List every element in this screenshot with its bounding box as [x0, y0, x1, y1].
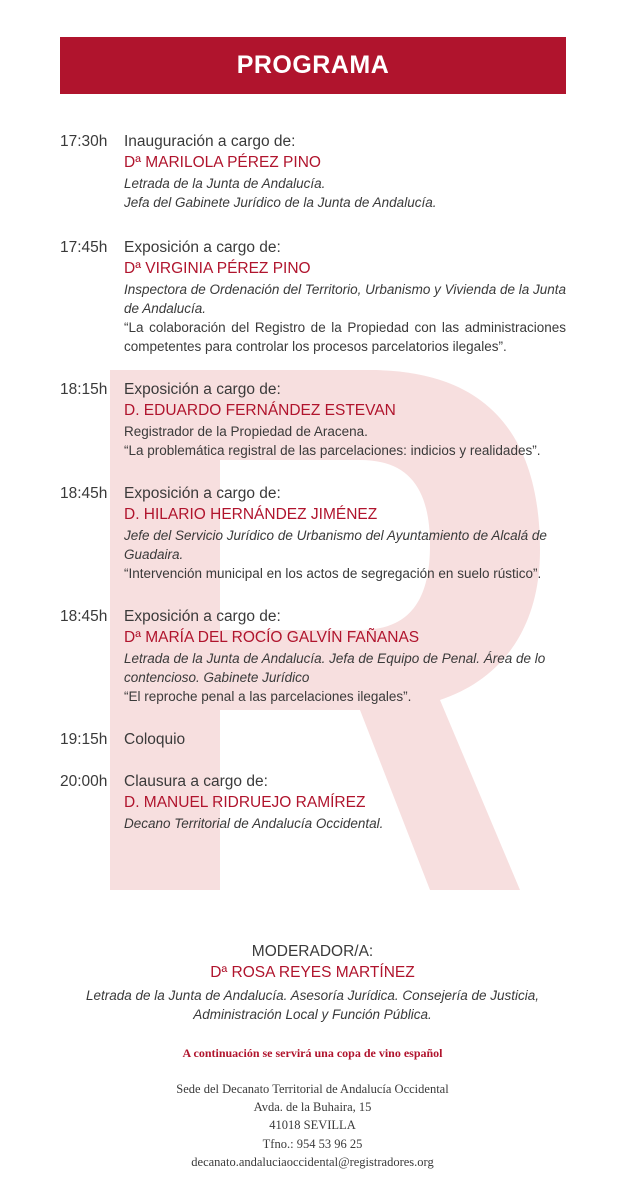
session-item [60, 380, 566, 460]
program-header [60, 37, 566, 94]
wine-note: A continuación se servirá una copa de vino español [182, 1046, 443, 1060]
session-item [60, 607, 566, 706]
session-talk: “El reproche penal a las parcelaciones ilegales”. [124, 689, 412, 704]
session-item [60, 238, 566, 356]
session-action: Exposición a cargo de: [124, 381, 281, 398]
session-action: Inauguración a cargo de: [124, 133, 296, 150]
session-affiliation: Registrador de la Propiedad de Aracena. [124, 424, 368, 439]
session-item [60, 132, 566, 212]
session-speaker: D. MANUEL RIDRUEJO RAMÍREZ [124, 794, 366, 811]
session-action: Exposición a cargo de: [124, 239, 281, 256]
moderator-name: Dª ROSA REYES MARTÍNEZ [210, 964, 415, 981]
session-role: Jefa del Gabinete Jurídico de la Junta de Andalucía. [124, 195, 437, 210]
page-title: PROGRAMA [236, 51, 390, 79]
session-speaker: Dª MARILOLA PÉREZ PINO [124, 154, 321, 171]
session-role: Decano Territorial de Andalucía Occidental. [124, 816, 384, 831]
session-speaker: D. HILARIO HERNÁNDEZ JIMÉNEZ [124, 506, 378, 523]
moderator-heading: MODERADOR/A: [251, 943, 374, 960]
session-role: Letrada de la Junta de Andalucía. Jefa de Equipo de Penal. Área de lo contencioso. Gabinete Jurídico [124, 651, 546, 685]
session-item [60, 730, 566, 750]
session-speaker: D. EDUARDO FERNÁNDEZ ESTEVAN [124, 402, 396, 419]
address-line: Sede del Decanato Territorial de Andalucía Occidental [176, 1082, 449, 1096]
session-time: 19:15h [60, 731, 108, 748]
address-line: Avda. de la Buhaira, 15 [253, 1100, 372, 1115]
session-item [60, 772, 566, 833]
email-address: decanato.andaluciaoccidental@registradores.org [191, 1154, 434, 1169]
session-talk: “La problemática registral de las parcelaciones: indicios y realidades”. [124, 443, 541, 458]
session-speaker: Dª VIRGINIA PÉREZ PINO [124, 260, 311, 277]
session-action: Exposición a cargo de: [124, 485, 281, 502]
session-role: Letrada de la Junta de Andalucía. [124, 176, 326, 191]
session-time: 20:00h [60, 773, 108, 790]
address-line: 41018 SEVILLA [269, 1118, 356, 1133]
phone-number: Tfno.: 954 53 96 25 [262, 1136, 363, 1151]
session-action: Clausura a cargo de: [124, 773, 268, 790]
session-action: Exposición a cargo de: [124, 608, 281, 625]
session-speaker: Dª MARÍA DEL ROCÍO GALVÍN FAÑANAS [124, 629, 420, 646]
session-talk: “Intervención municipal en los actos de segregación en suelo rústico”. [124, 566, 542, 581]
session-time: 18:15h [60, 381, 108, 398]
session-time: 18:45h [60, 608, 108, 625]
moderator-role: Letrada de la Junta de Andalucía. Asesoría Jurídica. Consejería de Justicia, Administración Local y Función Pública. [85, 988, 539, 1022]
program-list [60, 132, 566, 833]
session-action: Coloquio [124, 731, 186, 748]
venue-address [0, 1080, 625, 1171]
session-role: Jefe del Servicio Jurídico de Urbanismo del Ayuntamiento de Alcalá de Guadaira. [124, 528, 547, 562]
session-time: 17:45h [60, 239, 108, 256]
session-item [60, 484, 566, 583]
session-talk: “La colaboración del Registro de la Propiedad con las administraciones competentes para controlar los procesos parcelatorios ilegales”. [124, 320, 566, 354]
moderator-block [0, 942, 625, 1024]
session-role: Inspectora de Ordenación del Territorio, Urbanismo y Vivienda de la Junta de Andalucía. [124, 282, 566, 316]
session-time: 18:45h [60, 485, 108, 502]
session-time: 17:30h [60, 133, 108, 150]
